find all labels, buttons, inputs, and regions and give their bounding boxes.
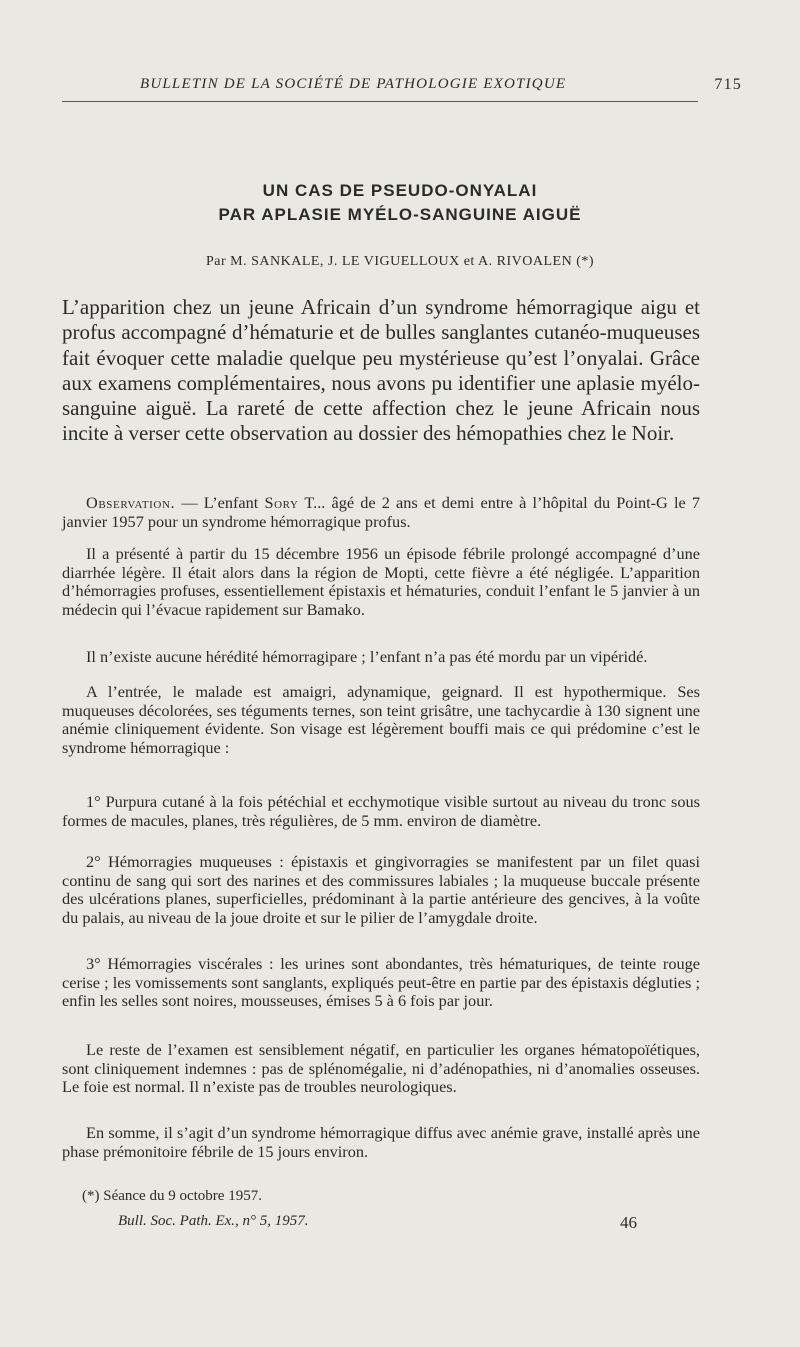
observation-intro-rest: T... âgé de 2 ans et demi entre à l’hôpital du Point-G le 7 janvier 1957 pour un syndrome hémorragique profus. — [62, 493, 700, 531]
patient-name: Sory — [264, 493, 299, 512]
observation-label: Observation. — [86, 493, 176, 512]
examination-paragraph: Le reste de l’examen est sensiblement négatif, en particulier les organes hématopoïétiques, sont cliniquement indemnes : pas de splénomégalie, ni d’adénopathies, ni d’anomalies osseuses. Le foie est normal. Il n’existe pas de troubles neurologiques. — [62, 1040, 700, 1097]
finding-3-paragraph: 3° Hémorragies viscérales : les urines sont abondantes, très hématuriques, de teinte rouge cerise ; les vomissements sont sanglants, expliqués peut-être en partie par des épistaxis dégluties ; enfin les selles sont noires, mousseuses, émises 5 à 6 fois par jour. — [62, 954, 700, 1011]
observation-dash: — — [175, 493, 204, 512]
footnote-session: (*) Séance du 9 octobre 1957. — [82, 1188, 262, 1204]
running-title: BULLETIN DE LA SOCIÉTÉ DE PATHOLOGIE EXOTIQUE — [140, 76, 567, 92]
heredity-paragraph: Il n’existe aucune hérédité hémorragipare ; l’enfant n’a pas été mordu par un vipéridé. — [86, 647, 648, 666]
abstract-paragraph: L’apparition chez un jeune Africain d’un syndrome hémorragique aigu et profus accompagné d’hématurie et de bulles sanglantes cutanéo-muqueuses fait évoquer cette maladie quelque peu mystérieuse qu’est l’onyalai. Grâce aux examens complémentaires, nous avons pu identifier une aplasie myélo-sanguine aiguë. La rareté de cette affection chez le jeune Africain nous incite à verser cette observation au dossier des hémopathies chez le Noir. — [62, 295, 700, 446]
summary-paragraph: En somme, il s’agit d’un syndrome hémorragique diffus avec anémie grave, installé après une phase prémonitoire fébrile de 15 jours environ. — [62, 1123, 700, 1161]
observation-paragraph — [62, 494, 700, 531]
folio-number: 46 — [620, 1213, 637, 1232]
article-title-line-2: PAR APLASIE MYÉLO-SANGUINE AIGUË — [218, 205, 582, 224]
footnote-citation: Bull. Soc. Path. Ex., n° 5, 1957. — [118, 1213, 309, 1229]
observation-intro: L’enfant — [203, 493, 265, 512]
finding-1-paragraph: 1° Purpura cutané à la fois pétéchial et ecchymotique visible surtout au niveau du tronc sous formes de macules, planes, très régulières, de 5 mm. environ de diamètre. — [62, 792, 700, 830]
article-title-line-1: UN CAS DE PSEUDO-ONYALAI — [262, 181, 538, 200]
admission-paragraph: A l’entrée, le malade est amaigri, adynamique, geignard. Il est hypothermique. Ses muqueuses décolorées, ses téguments ternes, son teint grisâtre, une tachycardie à 130 signent une anémie cliniquement évidente. Son visage est légèrement bouffi mais ce qui prédomine c’est le syndrome hémorragique : — [62, 682, 700, 757]
history-paragraph: Il a présenté à partir du 15 décembre 1956 un épisode fébrile prolongé accompagné d’une diarrhée légère. Il était alors dans la région de Mopti, cette fièvre a été négligée. L’apparition d’hémorragies profuses, essentiellement épistaxis et hématuries, conduit l’enfant le 5 janvier à un médecin qui l’évacue rapidement sur Bamako. — [62, 544, 700, 619]
article-authors: Par M. SANKALE, J. LE VIGUELLOUX et A. RIVOALEN (*) — [205, 254, 595, 269]
header-rule — [62, 101, 698, 102]
page-number: 715 — [714, 76, 742, 93]
finding-2-paragraph: 2° Hémorragies muqueuses : épistaxis et gingivorragies se manifestent par un filet quasi continu de sang qui sort des narines et des commissures labiales ; la muqueuse buccale présente des ulcérations planes, superficielles, prédominant à la partie antérieure des gencives, à la voûte du palais, au niveau de la joue droite et sur le pilier de l’amygdale droite. — [62, 852, 700, 927]
